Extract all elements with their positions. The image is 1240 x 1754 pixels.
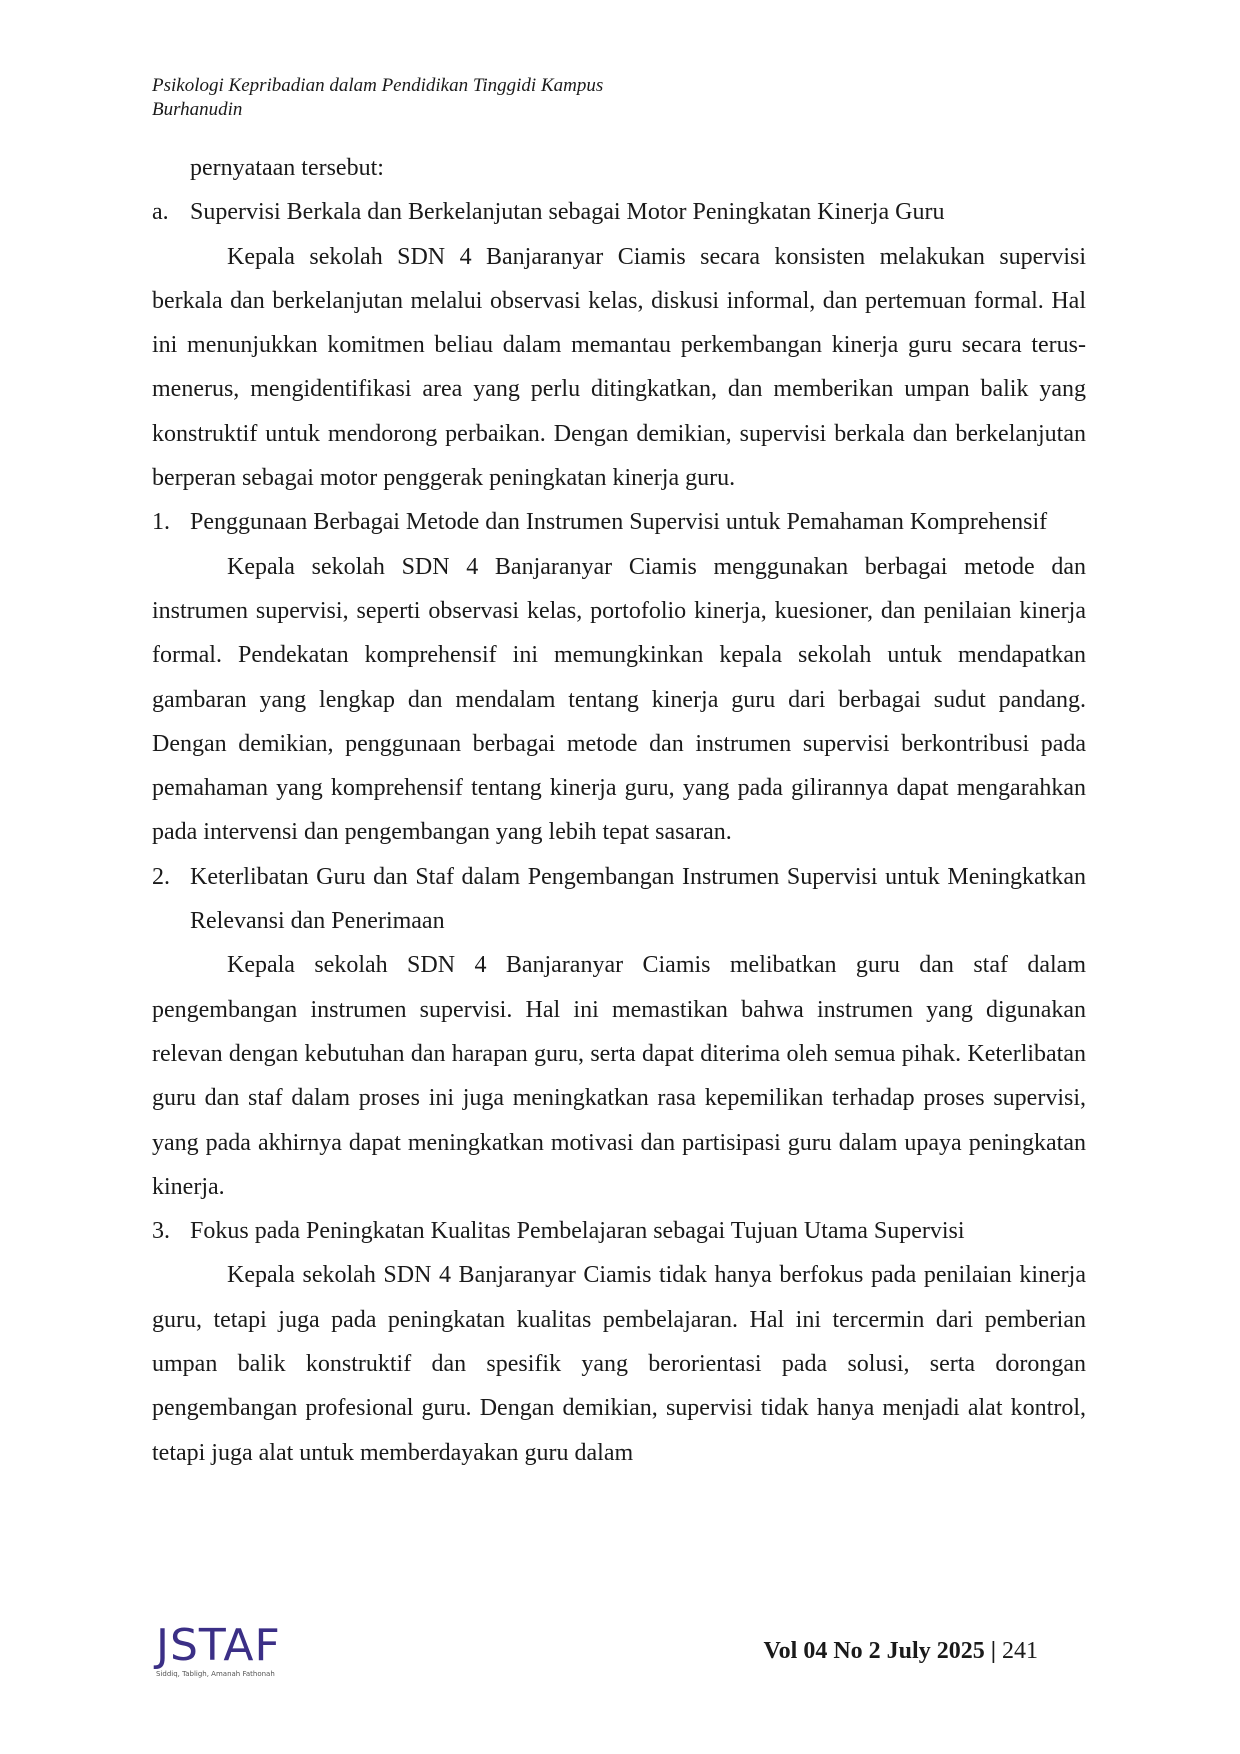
list-marker: 2.: [152, 863, 170, 890]
section-paragraph-3: Kepala sekolah SDN 4 Banjaranyar Ciamis tidak hanya berfokus pada penilaian kinerja guru, tetapi juga pada peningkatan kualitas pembelajaran. Hal ini tercermin dari pemberian umpan balik konstruktif dan spesifik yang berorientasi pada solusi, serta dorongan pengembangan profesional guru. Dengan demikian, supervisi tidak hanya menjadi alat kontrol, tetapi juga alat untuk memberdayakan guru dalam: [152, 1262, 1086, 1466]
running-header: [152, 74, 603, 122]
page-number: 241: [1002, 1638, 1038, 1664]
list-marker: 1.: [152, 509, 170, 536]
section-heading-2: [152, 855, 1086, 944]
section-heading-a: [152, 190, 1086, 234]
section-paragraph-1: Kepala sekolah SDN 4 Banjaranyar Ciamis menggunakan berbagai metode dan instrumen supervisi, seperti observasi kelas, portofolio kinerja, kuesioner, dan penilaian kinerja formal. Pendekatan komprehensif ini memungkinkan kepala sekolah untuk mendapatkan gambaran yang lengkap dan mendalam tentang kinerja guru dari berbagai sudut pandang. Dengan demikian, penggunaan berbagai metode dan instrumen supervisi berkontribusi pada pemahaman yang komprehensif tentang kinerja guru, yang pada gilirannya dapat mengarahkan pada intervensi dan pengembangan yang lebih tepat sasaran.: [152, 553, 1086, 846]
list-marker: 3.: [152, 1218, 170, 1245]
logo-tagline: Siddiq, Tabligh, Amanah Fathonah: [156, 1670, 275, 1678]
section-heading-text: Penggunaan Berbagai Metode dan Instrumen Supervisi untuk Pemahaman Komprehensif: [190, 509, 1048, 536]
lead-sentence: pernyataan tersebut:: [190, 155, 384, 181]
section-heading-3: [152, 1209, 1086, 1253]
section-heading-1: [152, 500, 1086, 544]
section-heading-text: Fokus pada Peningkatan Kualitas Pembelajaran sebagai Tujuan Utama Supervisi: [190, 1218, 965, 1245]
page-footer: [764, 1636, 1038, 1666]
journal-logo: [156, 1622, 286, 1679]
volume-info: Vol 04 No 2 July 2025: [763, 1638, 985, 1664]
footer-separator: |: [990, 1638, 996, 1664]
logo-wordmark: JSTAF: [156, 1620, 281, 1671]
section-paragraph-2: Kepala sekolah SDN 4 Banjaranyar Ciamis melibatkan guru dan staf dalam pengembangan instrumen supervisi. Hal ini memastikan bahwa instrumen yang digunakan relevan dengan kebutuhan dan harapan guru, serta dapat diterima oleh semua pihak. Keterlibatan guru dan staf dalam proses ini juga meningkatkan rasa kepemilikan terhadap proses supervisi, yang pada akhirnya dapat meningkatkan motivasi dan partisipasi guru dalam upaya peningkatan kinerja.: [152, 952, 1086, 1200]
section-heading-text: Keterlibatan Guru dan Staf dalam Pengembangan Instrumen Supervisi untuk Meningkatkan Relevansi dan Penerimaan: [190, 863, 1086, 935]
running-header-title: Psikologi Kepribadian dalam Pendidikan Tinggidi Kampus: [152, 75, 604, 96]
section-paragraph-a: Kepala sekolah SDN 4 Banjaranyar Ciamis secara konsisten melakukan supervisi berkala dan berkelanjutan melalui observasi kelas, diskusi informal, dan pertemuan formal. Hal ini menunjukkan komitmen beliau dalam memantau perkembangan kinerja guru secara terus-menerus, mengidentifikasi area yang perlu ditingkatkan, dan memberikan umpan balik yang konstruktif untuk mendorong perbaikan. Dengan demikian, supervisi berkala dan berkelanjutan berperan sebagai motor penggerak peningkatan kinerja guru.: [152, 243, 1086, 492]
running-header-author: Burhanudin: [152, 99, 243, 120]
section-heading-text: Supervisi Berkala dan Berkelanjutan sebagai Motor Peningkatan Kinerja Guru: [190, 199, 945, 226]
body-text: [152, 146, 1086, 1475]
list-marker: a.: [152, 199, 169, 226]
